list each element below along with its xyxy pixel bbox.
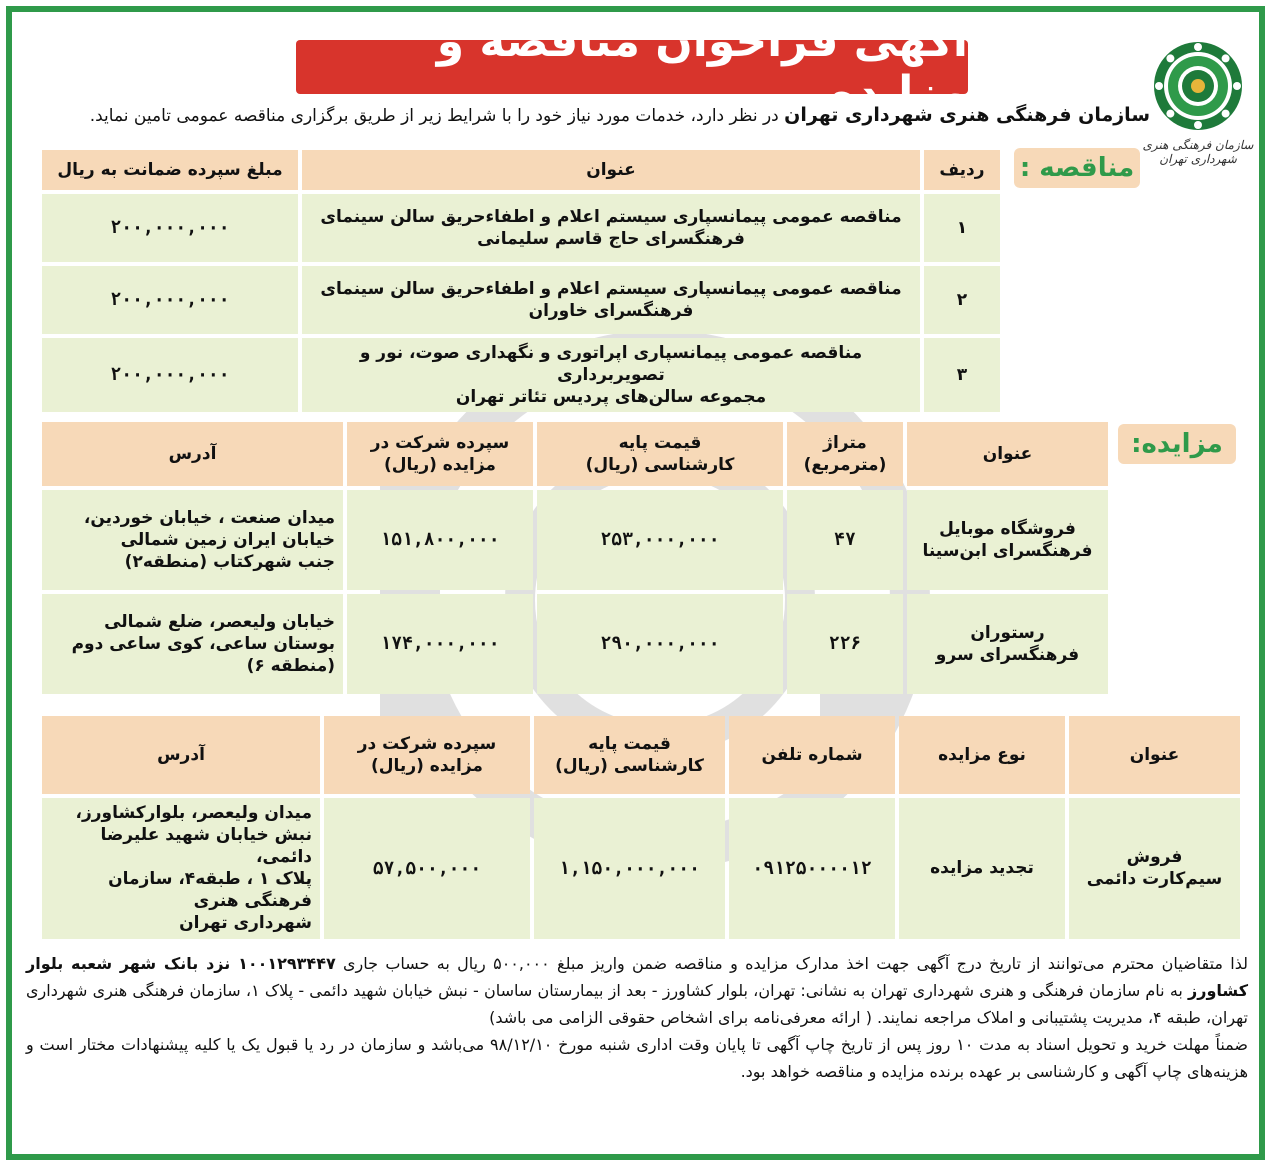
title-line: مناقصه عمومی پیمانسپاری سیستم اعلام و اطفاءحریق سالن سینمای (320, 206, 902, 227)
title-line: فرهنگسرای خاوران (528, 301, 694, 321)
row-address (42, 490, 343, 590)
row-title (907, 490, 1108, 590)
row-title (907, 594, 1108, 694)
header-line: (مترمربع) (803, 455, 887, 475)
col-area (787, 422, 903, 486)
title-line: فروشگاه موبایل (939, 518, 1076, 539)
row-title (302, 338, 920, 412)
title-line: مناقصه عمومی پیمانسپاری اپراتوری و نگهداری صوت، نور و تصویربرداری (359, 343, 863, 386)
row-area: ۴۷ (787, 490, 903, 590)
row-number: ۳ (924, 338, 1000, 412)
bank-account: ۱۰۰۱۲۹۳۴۴۷ نزد بانک شهر شعبه بلوار کشاورز (26, 954, 1249, 1000)
header-line: کارشناسی (ریال) (555, 756, 704, 776)
title-line: مناقصه عمومی پیمانسپاری سیستم اعلام و اطفاءحریق سالن سینمای (320, 278, 902, 299)
header-line: سپرده شرکت در (370, 432, 510, 453)
row-guarantee: ۲۰۰,۰۰۰,۰۰۰ (42, 194, 298, 262)
row-deposit: ۱۷۴,۰۰۰,۰۰۰ (347, 594, 533, 694)
address-line: (منطقه ۶) (246, 656, 335, 677)
col-title: عنوان (1069, 716, 1240, 794)
row-deposit: ۱۵۱,۸۰۰,۰۰۰ (347, 490, 533, 590)
address-line: خیابان ایران زمین شمالی (120, 529, 335, 550)
logo-caption: سازمان فرهنگی هنری شهرداری تهران (1142, 138, 1254, 166)
col-auction-type: نوع مزایده (899, 716, 1065, 794)
header-line: سپرده شرکت در (357, 733, 497, 754)
address-line: پلاک ۱ ، طبقه۴، سازمان فرهنگی هنری (108, 869, 312, 912)
header-line: مزایده (ریال) (384, 455, 496, 475)
title-line: فرهنگسرای ابن‌سینا (922, 541, 1093, 561)
col-phone: شماره تلفن (729, 716, 895, 794)
address-line: میدان صنعت ، خیابان خوردین، (83, 507, 335, 528)
tender-header-row (42, 150, 1000, 190)
col-guarantee: مبلغ سپرده ضمانت به ریال (42, 150, 298, 190)
title-line: فرهنگسرای حاج قاسم سلیمانی (477, 229, 745, 249)
title-line: فرهنگسرای سرو (935, 645, 1080, 665)
row-title (302, 194, 920, 262)
col-title: عنوان (907, 422, 1108, 486)
tender-label: مناقصه : (1014, 148, 1140, 188)
footer-paragraph-2: ضمناً مهلت خرید و تحویل اسناد به مدت ۱۰ روز پس از تاریخ چاپ آگهی تا پایان وقت اداری شنبه مورخ ۹۸/۱۲/۱۰ می‌باشد و سازمان در رد یا قبول یک یا کلیه پیشنهادات مختار است و هزینه‌های چاپ آگهی و کارشناسی بر عهده برنده مزایده و مناقصه خواهد بود. (26, 1035, 1249, 1081)
row-guarantee: ۲۰۰,۰۰۰,۰۰۰ (42, 338, 298, 412)
title-line: رستوران (970, 622, 1045, 643)
table-row (42, 798, 1240, 939)
col-deposit (347, 422, 533, 486)
header-line: متراژ (823, 432, 867, 453)
address-line: جنب شهرکتاب (منطقه۲) (124, 552, 335, 573)
row-deposit: ۵۷,۵۰۰,۰۰۰ (324, 798, 530, 939)
row-base-price: ۲۵۳,۰۰۰,۰۰۰ (537, 490, 783, 590)
intro-paragraph (30, 104, 1150, 126)
address-line: شهرداری تهران (179, 913, 312, 934)
row-auction-type: تجدید مزایده (899, 798, 1065, 939)
row-number: ۲ (924, 266, 1000, 334)
title-line: فروش (1126, 847, 1183, 868)
col-address: آدرس (42, 422, 343, 486)
row-number: ۱ (924, 194, 1000, 262)
header-line: مزایده (ریال) (371, 756, 483, 776)
footer-text: به نام سازمان فرهنگی و هنری شهرداری تهران به نشانی: تهران، بلوار کشاورز - بعد از بیمارستان ساسان - نبش خیابان شهید دائمی - پلاک ۱، سازمان فرهنگی هنری شهرداری تهران، طبقه ۴، مدیریت پشتیبانی و املاک مراجعه نمایند. ( ارائه معرفی‌نامه برای اشخاص حقوقی الزامی می باشد) (26, 981, 1248, 1027)
table-row (42, 490, 1108, 590)
header-line: کارشناسی (ریال) (585, 455, 735, 475)
auction-renewal-header-row (42, 716, 1240, 794)
row-address (42, 798, 320, 939)
col-address: آدرس (42, 716, 320, 794)
address-line: میدان ولیعصر، بلوارکشاورز، (75, 803, 312, 823)
row-title (302, 266, 920, 334)
col-base-price (537, 422, 783, 486)
header-line: قیمت پایه (618, 432, 702, 453)
row-guarantee: ۲۰۰,۰۰۰,۰۰۰ (42, 266, 298, 334)
address-line: بوستان ساعی، کوی ساعی دوم (71, 633, 335, 654)
organization-logo (1152, 40, 1244, 132)
title-line: سیم‌کارت دائمی (1086, 869, 1223, 890)
auction-label: مزایده: (1118, 424, 1236, 464)
table-row (42, 594, 1108, 694)
tender-table (38, 146, 1004, 416)
col-row: ردیف (924, 150, 1000, 190)
row-base-price: ۲۹۰,۰۰۰,۰۰۰ (537, 594, 783, 694)
row-title (1069, 798, 1240, 939)
col-base-price (534, 716, 725, 794)
address-line: نبش خیابان شهید علیرضا دائمی، (100, 825, 312, 868)
auction-header-row (42, 422, 1108, 486)
auction-table (38, 418, 1112, 698)
header-line: قیمت پایه (588, 733, 671, 754)
footer-paragraph-1 (26, 950, 1248, 1031)
headline-title: آگهی فراخوان مناقصه و مزایده (436, 16, 968, 118)
row-phone: ۰۹۱۲۵۰۰۰۰۱۲ (729, 798, 895, 939)
row-address (42, 594, 343, 694)
table-row (42, 194, 1000, 262)
row-base-price: ۱,۱۵۰,۰۰۰,۰۰۰ (534, 798, 725, 939)
footer-text: لذا متقاضیان محترم می‌توانند از تاریخ درج آگهی جهت اخذ مدارک مزایده و مناقصه ضمن واریز مبلغ ۵۰۰,۰۰۰ ریال به حساب جاری (335, 954, 1249, 973)
row-area: ۲۲۶ (787, 594, 903, 694)
intro-text: در نظر دارد، خدمات مورد نیاز خود را با شرایط زیر از طریق برگزاری مناقصه عمومی تامین نماید. (89, 106, 785, 126)
title-line: مجموعه سالن‌های پردیس تئاتر تهران (455, 387, 767, 408)
headline-band (296, 16, 968, 118)
col-title: عنوان (302, 150, 920, 190)
table-row (42, 266, 1000, 334)
footer-notes (26, 950, 1248, 1085)
col-deposit (324, 716, 530, 794)
auction-renewal-table (38, 712, 1244, 943)
address-line: خیابان ولیعصر، ضلع شمالی (104, 611, 335, 632)
organization-name: سازمان فرهنگی هنری شهرداری تهران (784, 104, 1150, 126)
table-row (42, 338, 1000, 412)
